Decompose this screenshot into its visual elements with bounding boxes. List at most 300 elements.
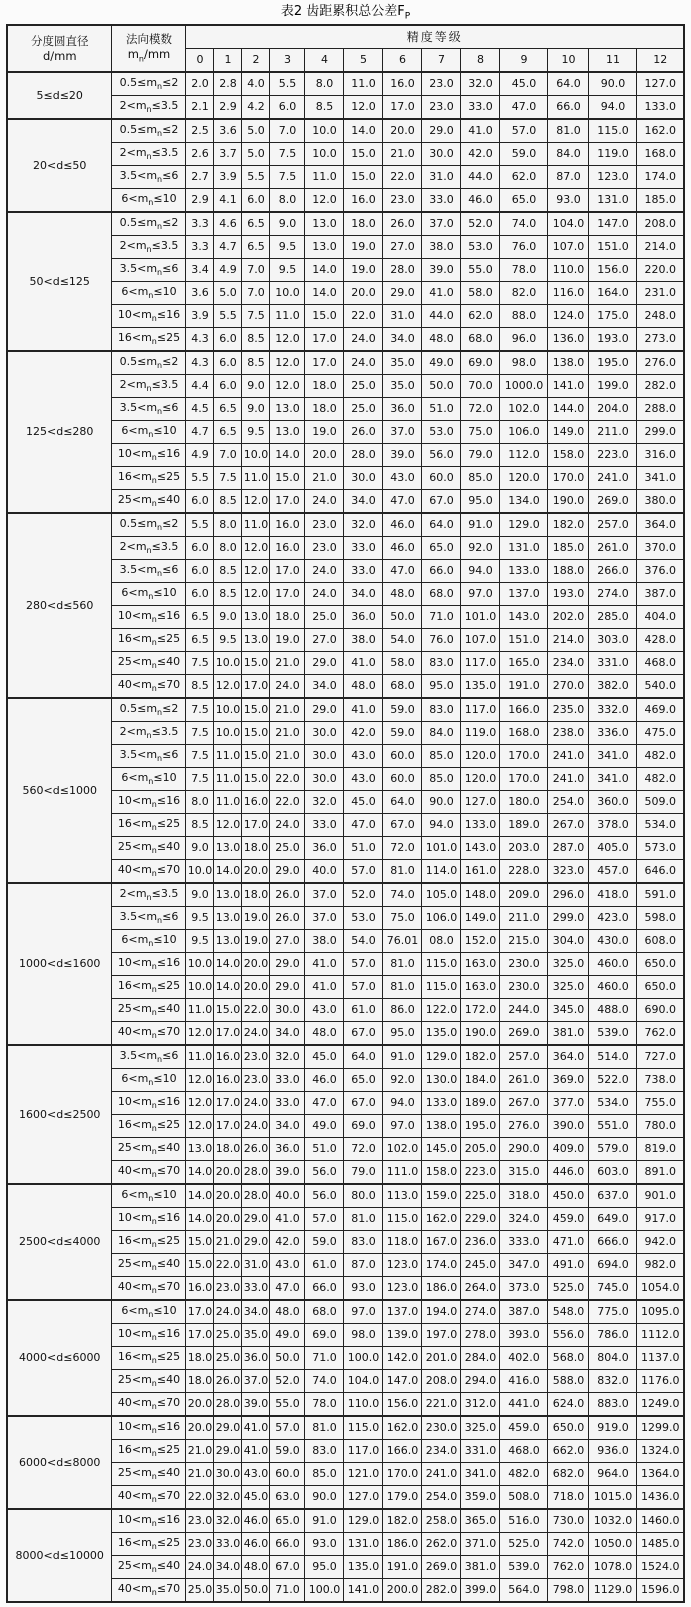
tolerance-value-cell: 12.0 bbox=[214, 675, 242, 699]
module-range-cell: $0.5\le m_n\le 2$ bbox=[112, 698, 186, 722]
tolerance-value-cell: 11.0 bbox=[270, 305, 305, 328]
tolerance-value-cell: 332.0 bbox=[589, 698, 637, 722]
tolerance-value-cell: 4.5 bbox=[186, 398, 214, 421]
tolerance-value-cell: 235.0 bbox=[548, 698, 589, 722]
tolerance-value-cell: 34.0 bbox=[270, 1022, 305, 1046]
tolerance-value-cell: 241.0 bbox=[548, 768, 589, 791]
tolerance-value-cell: 2.9 bbox=[186, 189, 214, 213]
tolerance-value-cell: 380.0 bbox=[637, 490, 684, 514]
tolerance-value-cell: 10.0 bbox=[305, 119, 344, 143]
tolerance-value-cell: 34.0 bbox=[242, 1300, 270, 1324]
tolerance-value-cell: 9.5 bbox=[270, 259, 305, 282]
tolerance-value-cell: 208.0 bbox=[637, 212, 684, 236]
diameter-header-cn: 分度圆直径 bbox=[30, 33, 89, 48]
tolerance-value-cell: 917.0 bbox=[637, 1208, 684, 1231]
tolerance-value-cell: 211.0 bbox=[500, 907, 548, 930]
tolerance-value-cell: 127.0 bbox=[344, 1486, 383, 1510]
tolerance-value-cell: 27.0 bbox=[383, 236, 422, 259]
tolerance-value-cell: 509.0 bbox=[637, 791, 684, 814]
tolerance-value-cell: 42.0 bbox=[270, 1231, 305, 1254]
diameter-group bbox=[7, 883, 684, 1045]
tolerance-value-cell: 65.0 bbox=[422, 537, 461, 560]
tolerance-value-cell: 46.0 bbox=[383, 537, 422, 560]
tolerance-value-cell: 137.0 bbox=[383, 1300, 422, 1324]
tolerance-value-cell: 285.0 bbox=[589, 606, 637, 629]
tolerance-value-cell: 4.0 bbox=[242, 72, 270, 96]
tolerance-value-cell: 200.0 bbox=[383, 1579, 422, 1603]
tolerance-value-cell: 267.0 bbox=[500, 1092, 548, 1115]
diameter-group bbox=[7, 351, 684, 513]
tolerance-value-cell: 4.3 bbox=[186, 328, 214, 352]
tolerance-value-cell: 208.0 bbox=[422, 1370, 461, 1393]
tolerance-value-cell: 92.0 bbox=[383, 1069, 422, 1092]
tolerance-value-cell: 804.0 bbox=[589, 1347, 637, 1370]
tolerance-value-cell: 24.0 bbox=[242, 1115, 270, 1138]
tolerance-value-cell: 1460.0 bbox=[637, 1509, 684, 1533]
tolerance-value-cell: 377.0 bbox=[548, 1092, 589, 1115]
tolerance-value-cell: 14.0 bbox=[214, 953, 242, 976]
tolerance-value-cell: 244.0 bbox=[500, 999, 548, 1022]
tolerance-value-cell: 194.0 bbox=[422, 1300, 461, 1324]
tolerance-value-cell: 41.0 bbox=[242, 1440, 270, 1463]
tolerance-value-cell: 1054.0 bbox=[637, 1277, 684, 1301]
tolerance-value-cell: 189.0 bbox=[461, 1092, 500, 1115]
grade-column-header: 7 bbox=[422, 49, 461, 73]
tolerance-value-cell: 46.0 bbox=[305, 1069, 344, 1092]
diameter-range-cell: 8000<d≤10000 bbox=[7, 1509, 112, 1602]
tolerance-value-cell: 35.0 bbox=[383, 375, 422, 398]
tolerance-value-cell: 650.0 bbox=[637, 976, 684, 999]
diameter-range-cell: 6000<d≤8000 bbox=[7, 1416, 112, 1509]
module-range-cell: $6<m_n\le 10$ bbox=[112, 1300, 186, 1324]
tolerance-value-cell: 156.0 bbox=[589, 259, 637, 282]
tolerance-value-cell: 57.0 bbox=[305, 1208, 344, 1231]
tolerance-value-cell: 16.0 bbox=[270, 513, 305, 537]
tolerance-value-cell: 84.0 bbox=[548, 143, 589, 166]
module-range-cell: $2<m_n\le 3.5$ bbox=[112, 375, 186, 398]
tolerance-value-cell: 404.0 bbox=[637, 606, 684, 629]
diameter-group bbox=[7, 698, 684, 883]
tolerance-value-cell: 10.0 bbox=[214, 652, 242, 675]
module-range-cell: $6<m_n\le 10$ bbox=[112, 189, 186, 213]
tolerance-value-cell: 598.0 bbox=[637, 907, 684, 930]
tolerance-value-cell: 8.5 bbox=[305, 96, 344, 120]
tolerance-value-cell: 38.0 bbox=[305, 930, 344, 953]
tolerance-value-cell: 45.0 bbox=[500, 72, 548, 96]
tolerance-value-cell: 9.5 bbox=[186, 930, 214, 953]
tolerance-value-cell: 43.0 bbox=[270, 1254, 305, 1277]
tolerance-value-cell: 91.0 bbox=[383, 1045, 422, 1069]
tolerance-value-cell: 1129.0 bbox=[589, 1579, 637, 1603]
tolerance-value-cell: 87.0 bbox=[344, 1254, 383, 1277]
tolerance-value-cell: 38.0 bbox=[344, 629, 383, 652]
tolerance-value-cell: 745.0 bbox=[589, 1277, 637, 1301]
tolerance-value-cell: 209.0 bbox=[500, 883, 548, 907]
tolerance-value-cell: 460.0 bbox=[589, 953, 637, 976]
tolerance-value-cell: 26.0 bbox=[270, 883, 305, 907]
tolerance-value-cell: 34.0 bbox=[344, 490, 383, 514]
tolerance-value-cell: 45.0 bbox=[305, 1045, 344, 1069]
tolerance-value-cell: 78.0 bbox=[500, 259, 548, 282]
tolerance-value-cell: 17.0 bbox=[242, 675, 270, 699]
tolerance-value-cell: 107.0 bbox=[461, 629, 500, 652]
tolerance-value-cell: 61.0 bbox=[344, 999, 383, 1022]
tolerance-value-cell: 41.0 bbox=[344, 652, 383, 675]
module-range-cell: $10<m_n\le 16$ bbox=[112, 1324, 186, 1347]
tolerance-value-cell: 174.0 bbox=[637, 166, 684, 189]
tolerance-value-cell: 373.0 bbox=[500, 1277, 548, 1301]
tolerance-value-cell: 23.0 bbox=[186, 1509, 214, 1533]
grade-column-header: 1 bbox=[214, 49, 242, 73]
tolerance-value-cell: 7.0 bbox=[242, 259, 270, 282]
tolerance-value-cell: 58.0 bbox=[383, 652, 422, 675]
tolerance-value-cell: 22.0 bbox=[270, 768, 305, 791]
tolerance-value-cell: 64.0 bbox=[422, 513, 461, 537]
tolerance-value-cell: 41.0 bbox=[305, 953, 344, 976]
table-header bbox=[7, 25, 684, 72]
tolerance-value-cell: 59.0 bbox=[383, 722, 422, 745]
tolerance-value-cell: 4.7 bbox=[214, 236, 242, 259]
tolerance-value-cell: 65.0 bbox=[344, 1069, 383, 1092]
tolerance-value-cell: 718.0 bbox=[548, 1486, 589, 1510]
tolerance-value-cell: 166.0 bbox=[500, 698, 548, 722]
tolerance-value-cell: 68.0 bbox=[383, 675, 422, 699]
tolerance-value-cell: 48.0 bbox=[344, 675, 383, 699]
tolerance-value-cell: 95.0 bbox=[461, 490, 500, 514]
tolerance-value-cell: 76.01 bbox=[383, 930, 422, 953]
tolerance-value-cell: 185.0 bbox=[548, 537, 589, 560]
tolerance-value-cell: 66.0 bbox=[548, 96, 589, 120]
tolerance-value-cell: 324.0 bbox=[500, 1208, 548, 1231]
tolerance-value-cell: 50.0 bbox=[422, 375, 461, 398]
diameter-range-cell: 1000<d≤1600 bbox=[7, 883, 112, 1045]
tolerance-value-cell: 129.0 bbox=[500, 513, 548, 537]
tolerance-value-cell: 81.0 bbox=[548, 119, 589, 143]
tolerance-value-cell: 172.0 bbox=[461, 999, 500, 1022]
tolerance-value-cell: 18.0 bbox=[344, 212, 383, 236]
tolerance-value-cell: 13.0 bbox=[270, 421, 305, 444]
tolerance-value-cell: 8.0 bbox=[214, 513, 242, 537]
tolerance-value-cell: 45.0 bbox=[242, 1486, 270, 1510]
tolerance-value-cell: 20.0 bbox=[383, 119, 422, 143]
tolerance-value-cell: 18.0 bbox=[214, 1138, 242, 1161]
diameter-group bbox=[7, 1300, 684, 1416]
diameter-range-cell: 2500<d≤4000 bbox=[7, 1184, 112, 1300]
tolerance-value-cell: 399.0 bbox=[461, 1579, 500, 1603]
tolerance-value-cell: 93.0 bbox=[548, 189, 589, 213]
tolerance-value-cell: 36.0 bbox=[270, 1138, 305, 1161]
tolerance-value-cell: 149.0 bbox=[548, 421, 589, 444]
tolerance-value-cell: 6.0 bbox=[186, 537, 214, 560]
tolerance-value-cell: 7.0 bbox=[214, 444, 242, 467]
tolerance-value-cell: 9.5 bbox=[186, 907, 214, 930]
tolerance-value-cell: 23.0 bbox=[422, 96, 461, 120]
tolerance-value-cell: 57.0 bbox=[344, 976, 383, 999]
tolerance-value-cell: 662.0 bbox=[548, 1440, 589, 1463]
grade-column-header: 0 bbox=[186, 49, 214, 73]
module-range-cell: $16<m_n\le 25$ bbox=[112, 328, 186, 352]
tolerance-value-cell: 168.0 bbox=[500, 722, 548, 745]
tolerance-value-cell: 269.0 bbox=[500, 1022, 548, 1046]
tolerance-value-cell: 257.0 bbox=[500, 1045, 548, 1069]
tolerance-value-cell: 26.0 bbox=[214, 1370, 242, 1393]
tolerance-value-cell: 331.0 bbox=[461, 1440, 500, 1463]
tolerance-value-cell: 7.5 bbox=[186, 722, 214, 745]
tolerance-value-cell: 120.0 bbox=[461, 745, 500, 768]
tolerance-value-cell: 83.0 bbox=[305, 1440, 344, 1463]
tolerance-value-cell: 1299.0 bbox=[637, 1416, 684, 1440]
tolerance-value-cell: 393.0 bbox=[500, 1324, 548, 1347]
tolerance-value-cell: 14.0 bbox=[344, 119, 383, 143]
tolerance-value-cell: 5.5 bbox=[270, 72, 305, 96]
tolerance-value-cell: 57.0 bbox=[344, 953, 383, 976]
tolerance-value-cell: 27.0 bbox=[270, 930, 305, 953]
tolerance-value-cell: 21.0 bbox=[186, 1463, 214, 1486]
tolerance-value-cell: 47.0 bbox=[270, 1277, 305, 1301]
tolerance-value-cell: 405.0 bbox=[589, 837, 637, 860]
tolerance-value-cell: 2.7 bbox=[186, 166, 214, 189]
tolerance-value-cell: 15.0 bbox=[344, 166, 383, 189]
tolerance-value-cell: 516.0 bbox=[500, 1509, 548, 1533]
tolerance-value-cell: 28.0 bbox=[383, 259, 422, 282]
tolerance-value-cell: 5.5 bbox=[186, 467, 214, 490]
tolerance-value-cell: 9.0 bbox=[186, 883, 214, 907]
module-range-cell: $16<m_n\le 25$ bbox=[112, 1347, 186, 1370]
tolerance-value-cell: 31.0 bbox=[242, 1254, 270, 1277]
tolerance-value-cell: 10.0 bbox=[186, 860, 214, 884]
tolerance-value-cell: 41.0 bbox=[422, 282, 461, 305]
tolerance-value-cell: 33.0 bbox=[422, 189, 461, 213]
tolerance-value-cell: 964.0 bbox=[589, 1463, 637, 1486]
tolerance-value-cell: 1000.0 bbox=[500, 375, 548, 398]
tolerance-value-cell: 6.5 bbox=[214, 421, 242, 444]
tolerance-value-cell: 299.0 bbox=[637, 421, 684, 444]
tolerance-value-cell: 30.0 bbox=[344, 467, 383, 490]
tolerance-value-cell: 127.0 bbox=[461, 791, 500, 814]
tolerance-value-cell: 336.0 bbox=[589, 722, 637, 745]
tolerance-value-cell: 79.0 bbox=[461, 444, 500, 467]
tolerance-value-cell: 345.0 bbox=[548, 999, 589, 1022]
tolerance-value-cell: 74.0 bbox=[500, 212, 548, 236]
tolerance-value-cell: 12.0 bbox=[186, 1069, 214, 1092]
module-range-cell: $2<m_n\le 3.5$ bbox=[112, 883, 186, 907]
tolerance-value-cell: 221.0 bbox=[422, 1393, 461, 1417]
tolerance-value-cell: 51.0 bbox=[422, 398, 461, 421]
tolerance-value-cell: 67.0 bbox=[270, 1556, 305, 1579]
tolerance-value-cell: 3.9 bbox=[214, 166, 242, 189]
tolerance-value-cell: 60.0 bbox=[383, 745, 422, 768]
tolerance-value-cell: 780.0 bbox=[637, 1115, 684, 1138]
diameter-group bbox=[7, 212, 684, 351]
tolerance-value-cell: 81.0 bbox=[344, 1208, 383, 1231]
tolerance-value-cell: 539.0 bbox=[500, 1556, 548, 1579]
tolerance-value-cell: 75.0 bbox=[383, 907, 422, 930]
tolerance-value-cell: 14.0 bbox=[305, 259, 344, 282]
tolerance-value-cell: 168.0 bbox=[637, 143, 684, 166]
tolerance-value-cell: 365.0 bbox=[461, 1509, 500, 1533]
tolerance-value-cell: 6.5 bbox=[242, 212, 270, 236]
tolerance-value-cell: 35.0 bbox=[242, 1324, 270, 1347]
tolerance-value-cell: 133.0 bbox=[461, 814, 500, 837]
tolerance-value-cell: 17.0 bbox=[214, 1115, 242, 1138]
tolerance-value-cell: 48.0 bbox=[270, 1300, 305, 1324]
tolerance-value-cell: 63.0 bbox=[270, 1486, 305, 1510]
tolerance-value-cell: 22.0 bbox=[186, 1486, 214, 1510]
tolerance-value-cell: 25.0 bbox=[214, 1324, 242, 1347]
tolerance-value-cell: 11.0 bbox=[344, 72, 383, 96]
tolerance-value-cell: 102.0 bbox=[500, 398, 548, 421]
tolerance-value-cell: 525.0 bbox=[500, 1533, 548, 1556]
tolerance-value-cell: 167.0 bbox=[422, 1231, 461, 1254]
module-range-cell: $0.5\le m_n\le 2$ bbox=[112, 513, 186, 537]
tolerance-value-cell: 94.0 bbox=[461, 560, 500, 583]
tolerance-value-cell: 370.0 bbox=[637, 537, 684, 560]
tolerance-value-cell: 7.5 bbox=[186, 745, 214, 768]
table-row bbox=[7, 119, 684, 143]
tolerance-value-cell: 30.0 bbox=[270, 999, 305, 1022]
tolerance-value-cell: 8.0 bbox=[305, 72, 344, 96]
tolerance-value-cell: 117.0 bbox=[461, 652, 500, 675]
tolerance-value-cell: 67.0 bbox=[383, 814, 422, 837]
module-range-cell: $3.5<m_n\le 6$ bbox=[112, 745, 186, 768]
tolerance-value-cell: 138.0 bbox=[422, 1115, 461, 1138]
tolerance-value-cell: 316.0 bbox=[637, 444, 684, 467]
tolerance-value-cell: 90.0 bbox=[305, 1486, 344, 1510]
tolerance-value-cell: 303.0 bbox=[589, 629, 637, 652]
tolerance-value-cell: 147.0 bbox=[383, 1370, 422, 1393]
diameter-range-cell: 560<d≤1000 bbox=[7, 698, 112, 883]
tolerance-value-cell: 41.0 bbox=[270, 1208, 305, 1231]
tolerance-value-cell: 24.0 bbox=[270, 814, 305, 837]
module-range-cell: $16<m_n\le 25$ bbox=[112, 1440, 186, 1463]
module-range-cell: $10<m_n\le 16$ bbox=[112, 791, 186, 814]
tolerance-value-cell: 20.0 bbox=[186, 1416, 214, 1440]
diameter-range-cell: 50<d≤125 bbox=[7, 212, 112, 351]
tolerance-value-cell: 22.0 bbox=[270, 791, 305, 814]
tolerance-value-cell: 294.0 bbox=[461, 1370, 500, 1393]
tolerance-value-cell: 15.0 bbox=[242, 652, 270, 675]
tolerance-value-cell: 52.0 bbox=[461, 212, 500, 236]
tolerance-value-cell: 141.0 bbox=[548, 375, 589, 398]
tolerance-value-cell: 68.0 bbox=[461, 328, 500, 352]
tolerance-value-cell: 381.0 bbox=[548, 1022, 589, 1046]
tolerance-value-cell: 7.5 bbox=[270, 166, 305, 189]
tolerance-value-cell: 8.0 bbox=[214, 537, 242, 560]
tolerance-value-cell: 64.0 bbox=[344, 1045, 383, 1069]
tolerance-value-cell: 25.0 bbox=[344, 398, 383, 421]
tolerance-value-cell: 22.0 bbox=[242, 999, 270, 1022]
tolerance-value-cell: 347.0 bbox=[500, 1254, 548, 1277]
tolerance-value-cell: 43.0 bbox=[305, 999, 344, 1022]
tolerance-value-cell: 152.0 bbox=[461, 930, 500, 953]
tolerance-value-cell: 459.0 bbox=[500, 1416, 548, 1440]
module-range-cell: $10<m_n\le 16$ bbox=[112, 953, 186, 976]
tolerance-value-cell: 11.0 bbox=[305, 166, 344, 189]
tolerance-value-cell: 234.0 bbox=[548, 652, 589, 675]
tolerance-value-cell: 124.0 bbox=[548, 305, 589, 328]
tolerance-value-cell: 646.0 bbox=[637, 860, 684, 884]
tolerance-value-cell: 204.0 bbox=[589, 398, 637, 421]
tolerance-value-cell: 80.0 bbox=[344, 1184, 383, 1208]
tolerance-value-cell: 41.0 bbox=[461, 119, 500, 143]
tolerance-value-cell: 13.0 bbox=[305, 236, 344, 259]
tolerance-value-cell: 21.0 bbox=[186, 1440, 214, 1463]
tolerance-value-cell: 30.0 bbox=[305, 722, 344, 745]
tolerance-value-cell: 220.0 bbox=[637, 259, 684, 282]
tolerance-value-cell: 418.0 bbox=[589, 883, 637, 907]
tolerance-value-cell: 151.0 bbox=[500, 629, 548, 652]
tolerance-value-cell: 170.0 bbox=[548, 467, 589, 490]
tolerance-value-cell: 8.5 bbox=[214, 583, 242, 606]
tolerance-value-cell: 29.0 bbox=[383, 282, 422, 305]
module-range-cell: $3.5<m_n\le 6$ bbox=[112, 166, 186, 189]
tolerance-value-cell: 48.0 bbox=[422, 328, 461, 352]
tolerance-value-cell: 33.0 bbox=[305, 814, 344, 837]
tolerance-value-cell: 13.0 bbox=[305, 212, 344, 236]
module-range-cell: $3.5<m_n\le 6$ bbox=[112, 907, 186, 930]
tolerance-value-cell: 85.0 bbox=[422, 768, 461, 791]
tolerance-value-cell: 378.0 bbox=[589, 814, 637, 837]
tolerance-value-cell: 248.0 bbox=[637, 305, 684, 328]
tolerance-value-cell: 325.0 bbox=[461, 1416, 500, 1440]
tolerance-value-cell: 60.0 bbox=[383, 768, 422, 791]
tolerance-value-cell: 666.0 bbox=[589, 1231, 637, 1254]
tolerance-value-cell: 3.9 bbox=[186, 305, 214, 328]
tolerance-value-cell: 94.0 bbox=[383, 1092, 422, 1115]
tolerance-value-cell: 482.0 bbox=[500, 1463, 548, 1486]
tolerance-value-cell: 364.0 bbox=[548, 1045, 589, 1069]
tolerance-value-cell: 24.0 bbox=[242, 1092, 270, 1115]
tolerance-value-cell: 35.0 bbox=[383, 351, 422, 375]
tolerance-value-cell: 762.0 bbox=[637, 1022, 684, 1046]
tolerance-value-cell: 624.0 bbox=[548, 1393, 589, 1417]
tolerance-value-cell: 258.0 bbox=[422, 1509, 461, 1533]
tolerance-value-cell: 6.0 bbox=[186, 583, 214, 606]
tolerance-value-cell: 269.0 bbox=[422, 1556, 461, 1579]
tolerance-value-cell: 147.0 bbox=[589, 212, 637, 236]
tolerance-value-cell: 175.0 bbox=[589, 305, 637, 328]
tolerance-value-cell: 742.0 bbox=[548, 1533, 589, 1556]
tolerance-value-cell: 30.0 bbox=[305, 745, 344, 768]
tolerance-value-cell: 919.0 bbox=[589, 1416, 637, 1440]
tolerance-value-cell: 11.0 bbox=[186, 999, 214, 1022]
module-header-unit: $m_n/mm$ bbox=[127, 47, 171, 64]
tolerance-value-cell: 32.0 bbox=[305, 791, 344, 814]
tolerance-value-cell: 186.0 bbox=[383, 1533, 422, 1556]
tolerance-value-cell: 143.0 bbox=[461, 837, 500, 860]
tolerance-value-cell: 84.0 bbox=[422, 722, 461, 745]
diameter-range-cell: 125<d≤280 bbox=[7, 351, 112, 513]
tolerance-value-cell: 33.0 bbox=[214, 1533, 242, 1556]
tolerance-value-cell: 201.0 bbox=[422, 1347, 461, 1370]
tolerance-value-cell: 7.5 bbox=[186, 698, 214, 722]
tolerance-value-cell: 22.0 bbox=[383, 166, 422, 189]
module-range-cell: $6<m_n\le 10$ bbox=[112, 1184, 186, 1208]
tolerance-value-cell: 27.0 bbox=[305, 629, 344, 652]
tolerance-value-cell: 112.0 bbox=[500, 444, 548, 467]
tolerance-value-cell: 32.0 bbox=[270, 1045, 305, 1069]
tolerance-value-cell: 62.0 bbox=[500, 166, 548, 189]
tolerance-value-cell: 46.0 bbox=[242, 1533, 270, 1556]
tolerance-value-cell: 137.0 bbox=[500, 583, 548, 606]
tolerance-value-cell: 59.0 bbox=[270, 1440, 305, 1463]
tolerance-value-cell: 104.0 bbox=[548, 212, 589, 236]
table-row bbox=[7, 1416, 684, 1440]
tolerance-value-cell: 359.0 bbox=[461, 1486, 500, 1510]
table-row bbox=[7, 1184, 684, 1208]
tolerance-value-cell: 85.0 bbox=[305, 1463, 344, 1486]
module-range-cell: $3.5<m_n\le 6$ bbox=[112, 259, 186, 282]
